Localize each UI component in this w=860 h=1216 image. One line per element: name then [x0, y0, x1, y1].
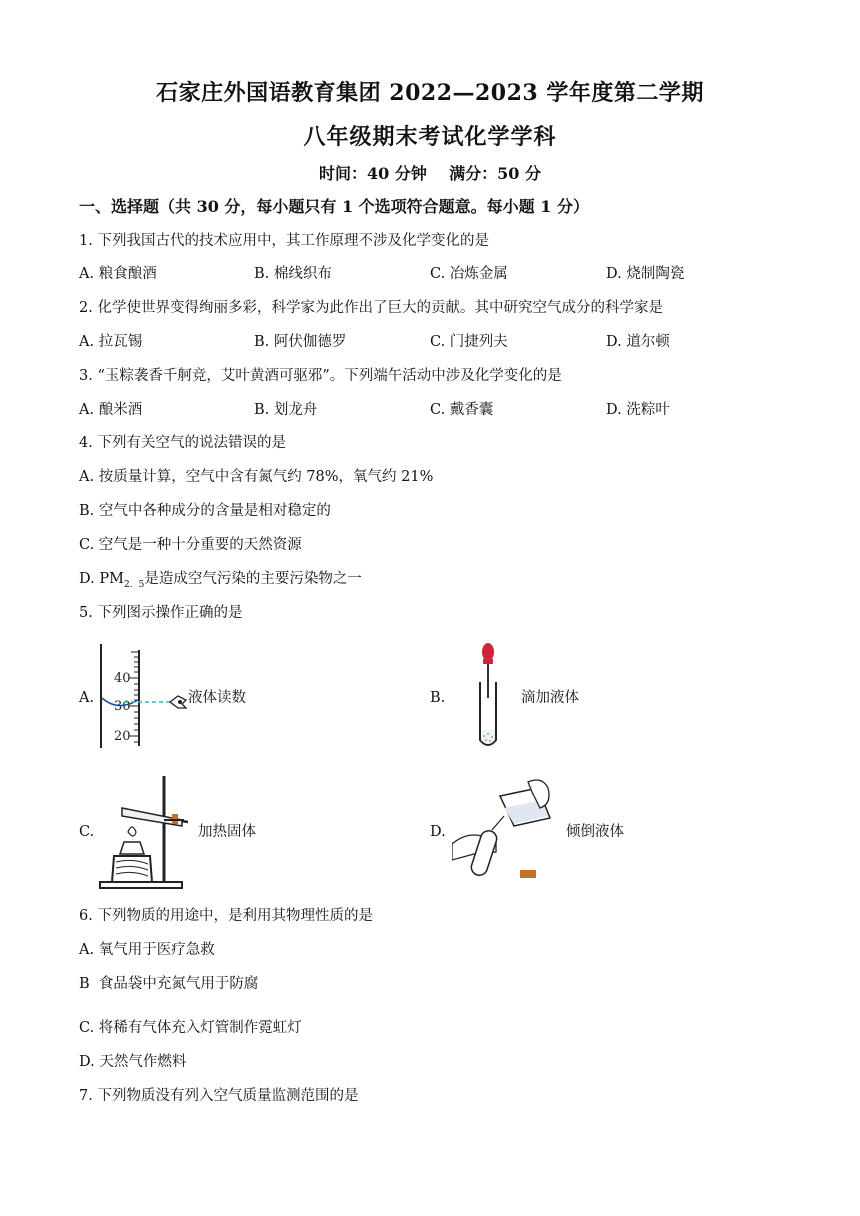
- scale-30: 30: [114, 699, 131, 714]
- q2-option-d: D. 道尔顿: [606, 334, 670, 350]
- q4-option-a: A. 按质量计算，空气中含有氮气约 78%，氧气约 21%: [79, 469, 434, 485]
- q4-option-d: [79, 569, 362, 595]
- exam-info: 时间：40 分钟 满分：50 分: [319, 164, 541, 183]
- q6-option-d: D. 天然气作燃料: [79, 1054, 187, 1070]
- question-7-stem: 7. 下列物质没有列入空气质量监测范围的是: [79, 1088, 359, 1104]
- section-heading: 一、选择题（共 30 分，每小题只有 1 个选项符合题意。每小题 1 分）: [79, 197, 589, 216]
- q1-option-b: B. 棉线织布: [254, 266, 332, 282]
- q5-option-a-caption: 液体读数: [188, 690, 246, 706]
- question-4-stem: 4. 下列有关空气的说法错误的是: [79, 435, 286, 451]
- q2-option-c: C. 门捷列夫: [430, 334, 508, 350]
- exam-subtitle: 八年级期末考试化学学科: [303, 124, 557, 150]
- q6-option-a: A. 氧气用于医疗急救: [79, 942, 215, 958]
- q5-option-d-caption: 倾倒液体: [566, 824, 624, 840]
- question-2-stem: 2. 化学使世界变得绚丽多彩，科学家为此作出了巨大的贡献。其中研究空气成分的科学家是: [79, 300, 663, 316]
- exam-title: 石家庄外国语教育集团 2022—2023 学年度第二学期: [156, 80, 704, 106]
- q5-option-b-caption: 滴加液体: [521, 690, 579, 706]
- q4-option-d-prefix: D. PM: [79, 571, 124, 587]
- q5-option-c-caption: 加热固体: [198, 824, 256, 840]
- q6-option-b: B 食品袋中充氮气用于防腐: [79, 976, 259, 992]
- q3-option-b: B. 划龙舟: [254, 402, 318, 418]
- q6-option-c: C. 将稀有气体充入灯管制作霓虹灯: [79, 1020, 302, 1036]
- q4-option-b: B. 空气中各种成分的含量是相对稳定的: [79, 503, 331, 519]
- q5-option-b-label: B.: [430, 690, 446, 706]
- cylinder-reading-figure: [94, 642, 194, 750]
- question-3-stem: 3. “玉粽袭香千舸竞，艾叶黄酒可驱邪”。下列端午活动中涉及化学变化的是: [79, 368, 562, 384]
- q1-option-d: D. 烧制陶瓷: [606, 266, 685, 282]
- pouring-liquid-figure: [452, 774, 562, 884]
- q2-option-a: A. 拉瓦锡: [79, 334, 143, 350]
- q1-option-a: A. 粮食酿酒: [79, 266, 157, 282]
- q3-option-a: A. 酿米酒: [79, 402, 143, 418]
- q1-option-c: C. 冶炼金属: [430, 266, 508, 282]
- question-5-stem: 5. 下列图示操作正确的是: [79, 605, 243, 621]
- q3-option-d: D. 洗粽叶: [606, 402, 670, 418]
- pm-subscript: 2．5: [123, 579, 145, 590]
- question-6-stem: 6. 下列物质的用途中，是利用其物理性质的是: [79, 908, 373, 924]
- q5-option-d-label: D.: [430, 824, 446, 840]
- heating-apparatus-figure: [98, 772, 194, 890]
- q5-option-c-label: C.: [79, 824, 95, 840]
- q4-option-d-suffix: 是造成空气污染的主要污染物之一: [144, 571, 362, 587]
- q3-option-c: C. 戴香囊: [430, 402, 494, 418]
- q2-option-b: B. 阿伏伽德罗: [254, 334, 347, 350]
- dropper-figure: [468, 640, 508, 752]
- scale-40: 40: [114, 671, 131, 686]
- question-1-stem: 1. 下列我国古代的技术应用中，其工作原理不涉及化学变化的是: [79, 233, 489, 249]
- q5-option-a-label: A.: [79, 690, 95, 706]
- q4-option-c: C. 空气是一种十分重要的天然资源: [79, 537, 302, 553]
- scale-20: 20: [114, 729, 131, 744]
